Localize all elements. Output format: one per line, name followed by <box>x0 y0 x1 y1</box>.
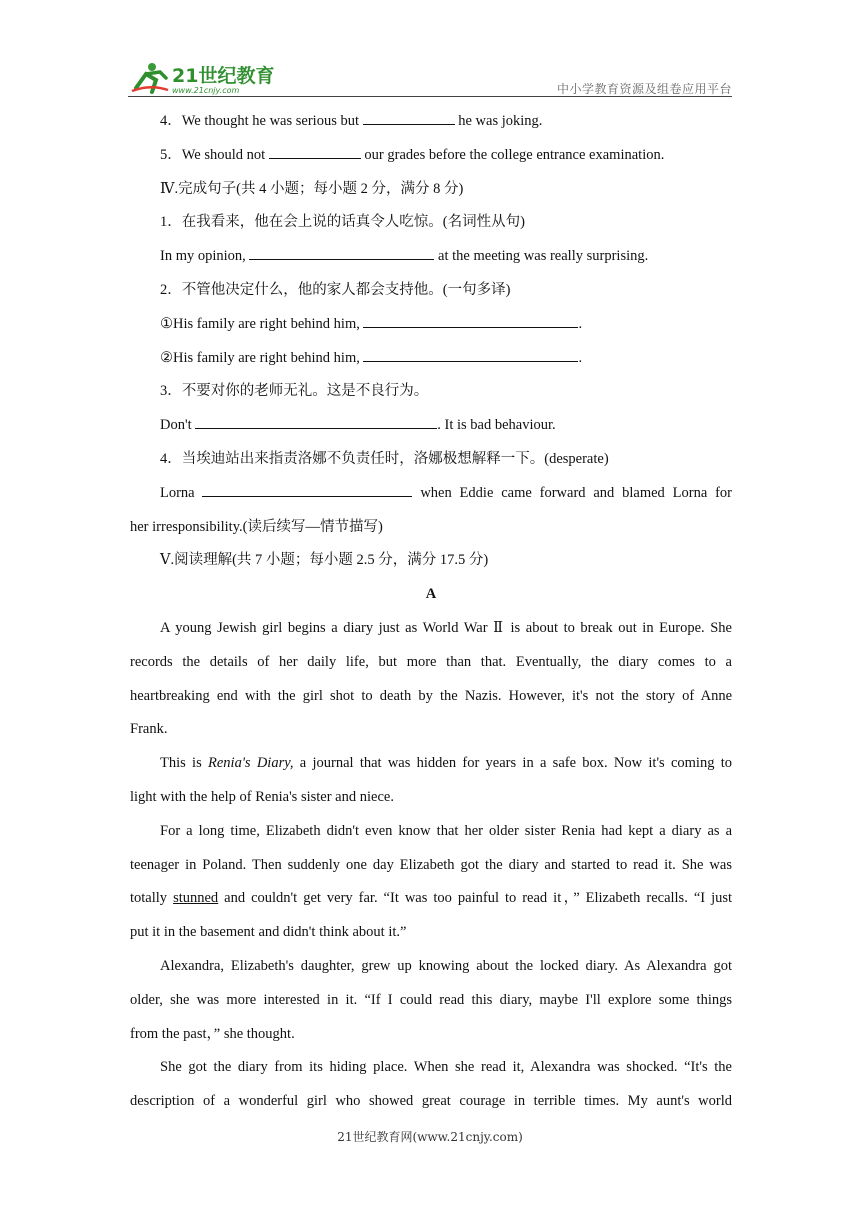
passage-line: This is Renia's Diary, a journal that was hidden for years in a safe box. Now it's coming to <box>160 755 733 772</box>
question-2: 2．不管他决定什么，他的家人都会支持他。(一句多译) <box>160 281 511 298</box>
passage-line: totally stunned and couldn't get very far. “It was too painful to read it，” Elizabeth recalls. “I just <box>130 890 733 907</box>
header-tagline: 中小学教育资源及组卷应用平台 <box>556 82 732 96</box>
passage-line: heartbreaking end with the girl shot to death by the Nazis. However, it's not the story of Anne <box>130 687 732 704</box>
passage-line: For a long time, Elizabeth didn't even know that her older sister Renia had kept a diary as a <box>160 822 732 839</box>
answer-4: Lorna when Eddie came forward and blamed Lorna for <box>130 477 732 511</box>
passage-line: description of a wonderful girl who showed great courage in terrible times. My aunt's world <box>130 1093 732 1110</box>
passage-line: older, she was more interested in it. “If I could read this diary, maybe I'll explore some things <box>130 991 732 1008</box>
passage-line: Frank. <box>130 721 168 738</box>
underlined-word: stunned <box>173 890 219 907</box>
passage-line: from the past，” she thought. <box>130 1025 295 1042</box>
passage-line: She got the diary from its hiding place. When she read it, Alexandra was shocked. “It's the <box>160 1059 732 1076</box>
page-header <box>128 58 732 98</box>
answer-blank <box>363 110 455 125</box>
answer-1: In my opinion, at the meeting was really surprising. <box>130 240 732 274</box>
exercise-5: 5．We should not our grades before the college entrance examination. <box>130 139 732 173</box>
document-body <box>130 105 732 1119</box>
page-footer: 21世纪教育网(www.21cnjy.com) <box>337 1130 523 1144</box>
passage-line: A young Jewish girl begins a diary just as World War Ⅱ is about to break out in Europe. She <box>160 619 732 636</box>
logo-text: 21世纪教育 <box>172 65 275 87</box>
answer-2a: ①His family are right behind him, . <box>130 308 732 342</box>
brand-logo <box>128 58 298 96</box>
answer-3: Don't . It is bad behaviour. <box>130 409 732 443</box>
diary-title: Renia's Diary, <box>208 755 294 772</box>
answer-blank <box>363 347 578 362</box>
answer-blank <box>249 245 434 260</box>
answer-blank <box>363 313 578 328</box>
passage-title: A <box>425 586 437 603</box>
answer-2b: ②His family are right behind him, . <box>130 342 732 376</box>
passage-line: put it in the basement and didn't think about it.” <box>130 924 407 941</box>
logo-url: www.21cnjy.com <box>172 86 240 95</box>
exercise-4: 4．We thought he was serious but he was joking. <box>130 105 732 139</box>
answer-blank <box>269 144 361 159</box>
passage-line: teenager in Poland. Then suddenly one day Elizabeth got the diary and started to read it. She was <box>130 856 732 873</box>
answer-blank <box>195 414 437 429</box>
passage-line: light with the help of Renia's sister and niece. <box>130 788 394 805</box>
header-divider <box>128 96 732 97</box>
question-3: 3．不要对你的老师无礼。这是不良行为。 <box>160 383 429 400</box>
answer-4-cont: her irresponsibility.(读后续写—情节描写) <box>130 518 383 535</box>
answer-blank <box>202 482 412 497</box>
passage-line: Alexandra, Elizabeth's daughter, grew up knowing about the locked diary. As Alexandra got <box>160 957 732 974</box>
passage-line: records the details of her daily life, but more than that. Eventually, the diary comes to a <box>130 653 732 670</box>
question-1: 1．在我看来，他在会上说的话真令人吃惊。(名词性从句) <box>160 214 525 231</box>
question-4: 4．当埃迪站出来指责洛娜不负责任时，洛娜极想解释一下。(desperate) <box>160 450 609 467</box>
section-4-heading: Ⅳ.完成句子(共 4 小题；每小题 2 分，满分 8 分) <box>160 180 464 197</box>
section-5-heading: Ⅴ.阅读理解(共 7 小题；每小题 2.5 分，满分 17.5 分) <box>160 552 489 569</box>
